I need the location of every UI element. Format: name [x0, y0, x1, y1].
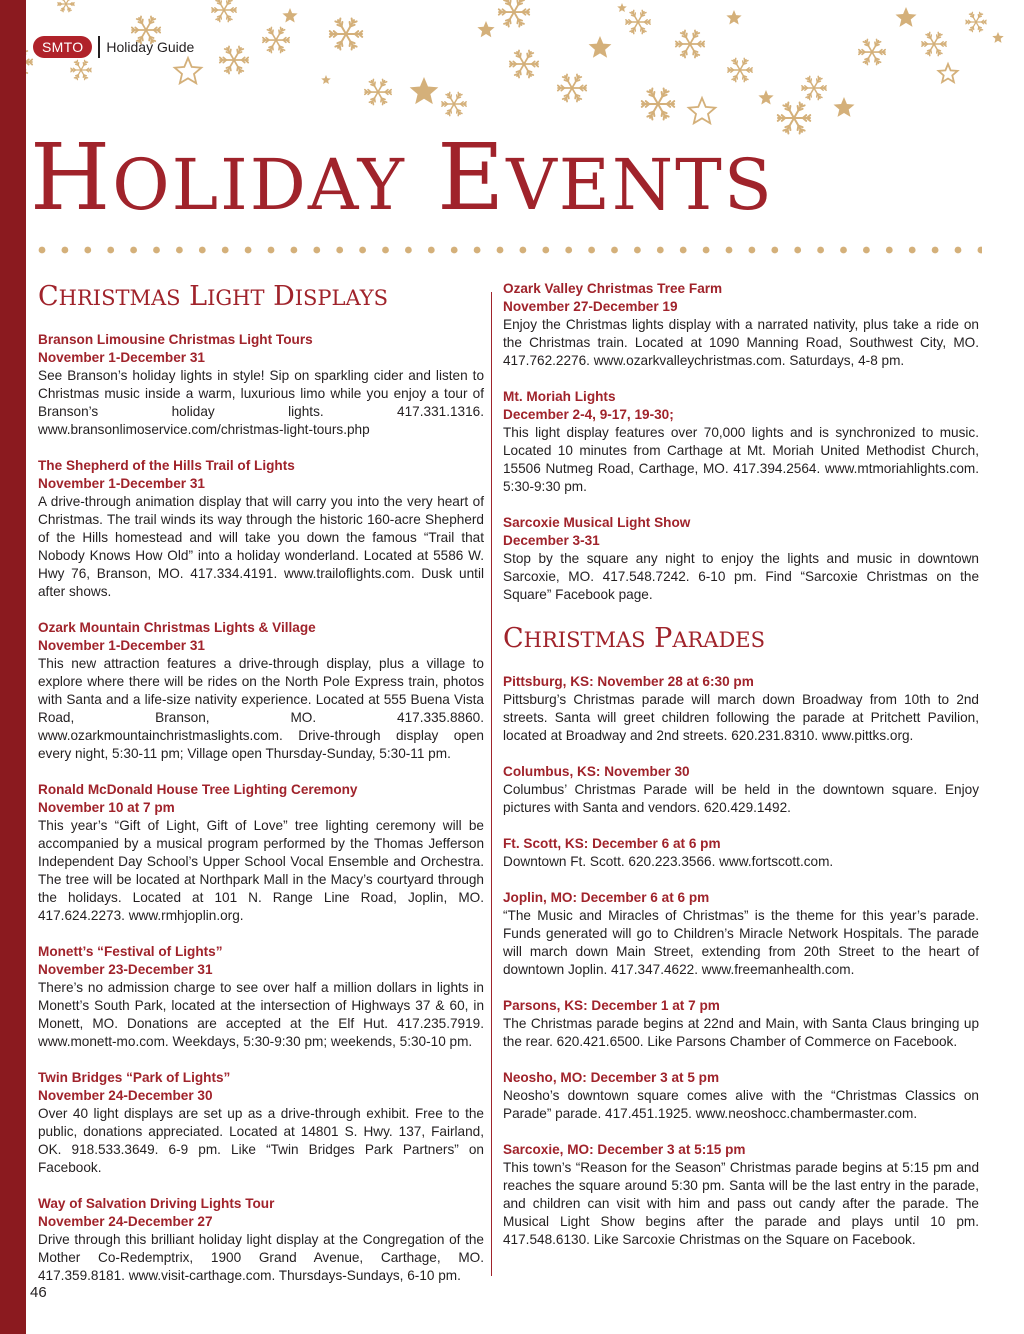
parade-item: [503, 1069, 979, 1123]
divider-dot: [313, 247, 320, 254]
divider-dot: [268, 247, 275, 254]
header-brand: [33, 36, 194, 58]
star-icon: [321, 75, 331, 84]
event-title: Sarcoxie Musical Light Show: [503, 515, 691, 530]
event-description: This light display features over 70,000 lights and is synchronized to music. Located 10 minutes from Carthage at Mt. Moriah United Methodist Church, 15506 Nutmeg Road, Carthage, MO. 417.394.2564. www.mtmoriahlights.com. 5:30-9:30 pm.: [503, 425, 979, 494]
section-heading-parades: CHRISTMAS PARADES: [503, 623, 766, 654]
divider-dot: [382, 247, 389, 254]
event-title: Monett’s “Festival of Lights”: [38, 944, 223, 959]
divider-dot: [565, 247, 572, 254]
parade-description: “The Music and Miracles of Christmas” is the theme for this year’s parade. Funds generated will go to Children’s Miracle Network Hospitals. The parade will march down Main Street, extending from 20th Street to the heart of downtown Joplin. 417.347.4622. www.freemanhealth.com.: [503, 908, 979, 977]
page-number: 46: [30, 1284, 47, 1301]
dotted-rule: [38, 245, 982, 255]
snowflake-icon: [510, 50, 538, 77]
divider-dot: [542, 247, 549, 254]
divider-dot: [749, 247, 756, 254]
parade-description: The Christmas parade begins at 22nd and Main, with Santa Claus bringing up the rear. 620.421.6500. Like Parsons Chamber of Commerce on Facebook.: [503, 1016, 979, 1049]
event-description: Stop by the square any night to enjoy the lights and music in downtown Sarcoxie, MO. 417.548.7242. 6-10 pm. Find “Sarcoxie Christmas on the Square” Facebook page.: [503, 551, 979, 602]
snowflake-icon: [802, 76, 826, 99]
event-title: Ozark Valley Christmas Tree Farm: [503, 281, 723, 296]
divider-dot: [405, 247, 412, 254]
snowflake-icon: [626, 10, 650, 33]
red-page-spine: [0, 0, 26, 1334]
left-column: [38, 280, 484, 1303]
snowflake-icon: [71, 60, 91, 79]
event-date: November 1-December 31: [38, 350, 205, 365]
snowflake-icon: [642, 89, 674, 120]
event-title: Mt. Moriah Lights: [503, 389, 616, 404]
event-item: [503, 514, 979, 604]
snowflake-icon: [676, 30, 704, 57]
parade-item: [503, 673, 979, 745]
divider-dot: [474, 247, 481, 254]
divider-dot: [451, 247, 458, 254]
parade-list: [503, 673, 979, 1249]
snowflake-icon: [220, 46, 248, 73]
event-date: November 10 at 7 pm: [38, 800, 175, 815]
parade-description: Columbus’ Christmas Parade will be held in the downtown square. Enjoy pictures with Santa and vendors. 620.429.1492.: [503, 782, 979, 815]
divider-dot: [955, 247, 962, 254]
star-icon: [726, 10, 741, 25]
snowflake-icon: [26, 48, 32, 75]
event-date: November 1-December 31: [38, 638, 205, 653]
page-title: HOLIDAY EVENTS: [30, 124, 774, 231]
divider-dot: [771, 247, 778, 254]
event-date: December 2-4, 9-17, 19-30;: [503, 407, 674, 422]
event-date: November 1-December 31: [38, 476, 205, 491]
header-separator: [98, 36, 100, 58]
snowflake-icon: [58, 0, 74, 12]
event-description: There’s no admission charge to see over half a million dollars in lights in Monett’s South Park, located at the intersection of Highways 37 & 60, in Monett, MO. Donations are accepted at the Elf Hut. 417.235.7919. www.monett-mo.com. Weekdays, 5:30-9:30 pm; weekends, 5:30-10 pm.: [38, 980, 484, 1049]
event-description: This new attraction features a drive-through display, plus a village to explore where there will be rides on the North Pole Express train, photos with Santa and a life-size nativity experience. Located at 555 Buena Vista Road, Branson, MO. 417.335.8860. www.ozarkmountainchristmaslights.com. Drive-through display open every night, 5:30-11 pm; Village open Thursday-Sunday, 5:30-11 pm.: [38, 656, 484, 761]
divider-dot: [291, 247, 298, 254]
parade-description: Neosho’s downtown square comes alive with the “Christmas Classics on Parade” parade. 417.451.1925. www.neoshocc.chambermaster.com.: [503, 1088, 979, 1121]
event-item: [38, 943, 484, 1051]
divider-dot: [336, 247, 343, 254]
star-icon: [175, 58, 202, 83]
divider-dot: [520, 247, 527, 254]
parade-title: Ft. Scott, KS: December 6 at 6 pm: [503, 836, 721, 851]
divider-dot: [153, 247, 160, 254]
divider-dot: [130, 247, 137, 254]
event-description: Over 40 light displays are set up as a drive-through exhibit. Free to the public, donations appreciated. Located at 14801 S. Hwy. 137, Fairland, OK. 918.533.3649. 6-9 pm. Like “Twin Bridges Park Partners” on Facebook.: [38, 1106, 484, 1175]
parade-description: This town’s “Reason for the Season” Christmas parade begins at 5:15 pm and reaches the square around 5:30 pm. Santa will be the last entry in the parade, and children can visit with him and pass out candy after the parade. The Musical Light Show begins after the parade and plays until 10 pm. 417.548.6130. Like Sarcoxie Christmas on the Square on Facebook.: [503, 1160, 979, 1247]
snowflake-icon: [365, 79, 391, 104]
parade-title: Pittsburg, KS: November 28 at 6:30 pm: [503, 674, 754, 689]
event-description: Drive through this brilliant holiday light display at the Congregation of the Mother Co-Redemptrix, 1900 Grand Avenue, Carthage, MO. 417.359.8181. www.visit-carthage.com. Thursdays-Sundays, 6-10 pm.: [38, 1232, 484, 1283]
event-item: [38, 619, 484, 763]
event-description: See Branson’s holiday lights in style! Sip on sparkling cider and listen to Christmas music inside a warm, luxurious limo while you enjoy a tour of Branson’s holiday lights. 417.331.1316. www.bransonlimoservice.com/christmas-light-tours.php: [38, 368, 484, 437]
parade-item: [503, 889, 979, 979]
event-title: Branson Limousine Christmas Light Tours: [38, 332, 313, 347]
divider-dot: [176, 247, 183, 254]
star-icon: [939, 64, 958, 82]
event-date: December 3-31: [503, 533, 600, 548]
parade-description: Pittsburg’s Christmas parade will march down Broadway from 10th to 2nd streets. Santa will greet children following the parade at Pritchett Pavilion, located at Broadway and 2nd streets. 620.231.8310. www.pittks.org.: [503, 692, 979, 743]
event-title: Way of Salvation Driving Lights Tour: [38, 1196, 275, 1211]
star-icon: [477, 21, 494, 37]
event-item: [38, 781, 484, 925]
snowflake-icon: [442, 92, 466, 115]
event-item: [503, 280, 979, 370]
column-divider: [491, 292, 492, 1276]
parade-item: [503, 763, 979, 817]
parade-title: Columbus, KS: November 30: [503, 764, 690, 779]
star-icon: [589, 36, 612, 58]
divider-dot: [62, 247, 69, 254]
divider-dot: [497, 247, 504, 254]
divider-dot: [107, 247, 114, 254]
snowflake-icon: [263, 27, 289, 52]
divider-dot: [978, 247, 983, 254]
event-description: This year’s “Gift of Light, Gift of Love” tree lighting ceremony will be accompanied by a musical program performed by the Thomas Jefferson Independent Day School’s Upper School Vocal Ensemble and Orchestra. The tree will be located at Northpark Mall in the Macy’s courtyard through the holidays. Located at 101 N. Range Line Road, Joplin, MO. 417.624.2273. www.rmhjoplin.org.: [38, 818, 484, 923]
event-title: The Shepherd of the Hills Trail of Lights: [38, 458, 295, 473]
star-icon: [410, 77, 439, 104]
brand-badge: SMTO: [33, 36, 92, 58]
divider-dot: [840, 247, 847, 254]
parade-item: [503, 997, 979, 1051]
parade-title: Joplin, MO: December 6 at 6 pm: [503, 890, 710, 905]
event-item: [503, 388, 979, 496]
parade-item: [503, 835, 979, 871]
event-date: November 27-December 19: [503, 299, 678, 314]
star-icon: [896, 7, 917, 27]
light-display-list-continued: [503, 280, 979, 604]
event-date: November 23-December 31: [38, 962, 213, 977]
snowflake-icon: [728, 58, 752, 81]
divider-dot: [680, 247, 687, 254]
star-icon: [758, 90, 773, 105]
divider-dot: [886, 247, 893, 254]
snowflake-icon: [859, 39, 885, 64]
divider-dot: [817, 247, 824, 254]
parade-item: [503, 1141, 979, 1249]
event-item: [38, 457, 484, 601]
event-item: [38, 331, 484, 439]
event-title: Twin Bridges “Park of Lights”: [38, 1070, 231, 1085]
snowflake-icon: [212, 0, 236, 22]
event-title: Ozark Mountain Christmas Lights & Village: [38, 620, 316, 635]
snowflake-icon: [922, 32, 946, 55]
snowflake-star-garland-decoration: [26, 0, 1024, 135]
divider-dot: [428, 247, 435, 254]
event-description: Enjoy the Christmas lights display with a narrated nativity, plus take a ride on the Christmas train. Located at 1090 Manning Road, Southwest City, MO. 417.762.2276. www.ozarkvalleychristmas.com. Saturdays, 4-8 pm.: [503, 317, 979, 368]
section-heading-light-displays: CHRISTMAS LIGHT DISPLAYS: [38, 281, 389, 312]
snowflake-icon: [558, 74, 586, 101]
divider-dot: [611, 247, 618, 254]
snowflake-icon: [330, 19, 362, 50]
divider-dot: [245, 247, 252, 254]
star-icon: [992, 32, 1003, 43]
divider-dot: [222, 247, 229, 254]
light-display-list: [38, 331, 484, 1285]
divider-dot: [726, 247, 733, 254]
parade-title: Parsons, KS: December 1 at 7 pm: [503, 998, 720, 1013]
parade-description: Downtown Ft. Scott. 620.223.3566. www.fortscott.com.: [503, 854, 834, 869]
event-date: November 24-December 30: [38, 1088, 213, 1103]
divider-dot: [199, 247, 206, 254]
header-section-label: Holiday Guide: [106, 39, 195, 55]
event-item: [38, 1195, 484, 1285]
event-date: November 24-December 27: [38, 1214, 213, 1229]
right-column: [503, 280, 979, 1267]
event-title: Ronald McDonald House Tree Lighting Ceremony: [38, 782, 358, 797]
event-description: A drive-through animation display that will carry you into the very heart of Christmas. The trail winds its way through the historic 160-acre Shepherd of the Hills homestead and will take you down the famous “Trail that Nobody Knows How Old” into a holiday wonderland. Located at 5586 W. Hwy 76, Branson, MO. 417.334.4191. www.trailoflights.com. Dusk until after shows.: [38, 494, 484, 599]
divider-dot: [794, 247, 801, 254]
divider-dot: [84, 247, 91, 254]
divider-dot: [703, 247, 710, 254]
parade-title: Neosho, MO: December 3 at 5 pm: [503, 1070, 720, 1085]
event-item: [38, 1069, 484, 1177]
divider-dot: [39, 247, 46, 254]
star-icon: [617, 3, 627, 12]
divider-dot: [863, 247, 870, 254]
snowflake-icon: [966, 12, 986, 31]
divider-dot: [634, 247, 641, 254]
parade-title: Sarcoxie, MO: December 3 at 5:15 pm: [503, 1142, 746, 1157]
divider-dot: [588, 247, 595, 254]
divider-dot: [932, 247, 939, 254]
divider-dot: [657, 247, 664, 254]
star-icon: [282, 8, 297, 23]
divider-dot: [359, 247, 366, 254]
divider-dot: [909, 247, 916, 254]
snowflake-icon: [499, 0, 529, 27]
star-icon: [834, 97, 855, 117]
